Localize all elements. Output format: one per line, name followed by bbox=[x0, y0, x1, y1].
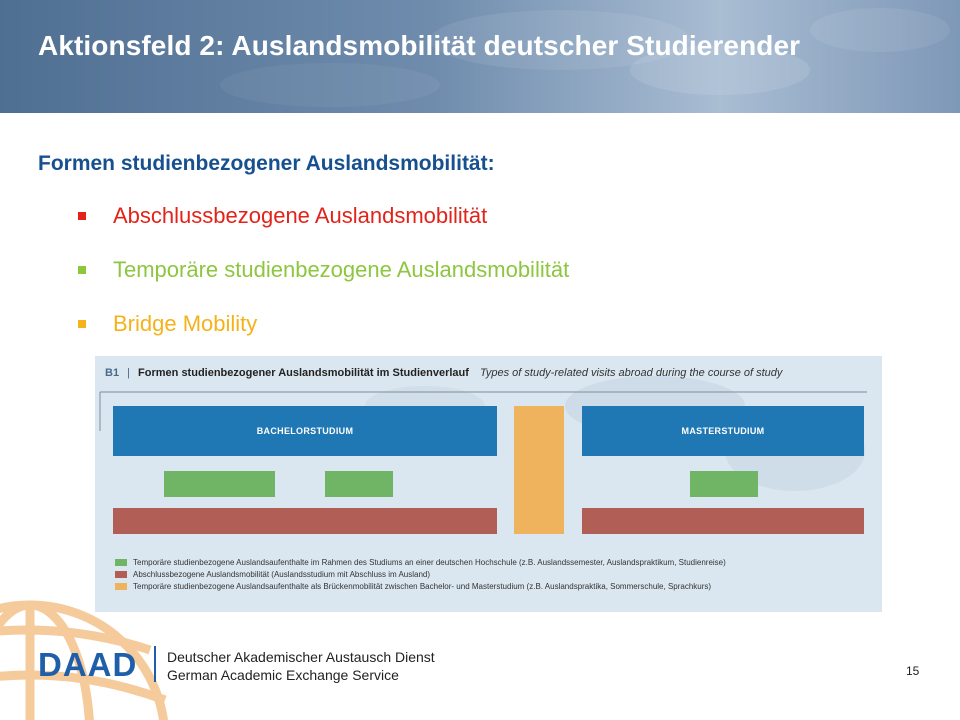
slide-header bbox=[0, 0, 960, 113]
bachelor-study-bar: BACHELORSTUDIUM bbox=[113, 406, 497, 456]
bullet-text: Temporäre studienbezogene Auslandsmobilität bbox=[113, 257, 570, 282]
degree-mobility-bar-bachelor bbox=[113, 508, 497, 534]
bullet-square-icon bbox=[78, 320, 86, 328]
organization-name-de: Deutscher Akademischer Austausch Dienst bbox=[167, 649, 435, 665]
legend-text: Abschlussbezogene Auslandsmobilität (Auslandsstudium mit Abschluss im Ausland) bbox=[133, 569, 431, 579]
bullet-text: Abschlussbezogene Auslandsmobilität bbox=[113, 203, 488, 228]
bullet-square-icon bbox=[78, 266, 86, 274]
diagram-code: B1 bbox=[105, 367, 120, 379]
diagram-title-en: Types of study-related visits abroad during the course of study bbox=[479, 367, 783, 379]
bullet-item-degree-mobility bbox=[78, 203, 569, 257]
temporary-mobility-block bbox=[690, 471, 758, 497]
mobility-diagram bbox=[95, 356, 882, 612]
temporary-mobility-block bbox=[164, 471, 275, 497]
legend-text: Temporäre studienbezogene Auslandsaufenthalte im Rahmen des Studiums an einer deutschen Hochschule (z.B. Auslandssemester, Auslandspraktikum, Studienreise) bbox=[133, 557, 726, 567]
legend-swatch bbox=[115, 559, 127, 566]
legend-swatch bbox=[115, 583, 127, 590]
bullet-text: Bridge Mobility bbox=[113, 311, 258, 336]
diagram-legend bbox=[115, 556, 726, 592]
legend-item-temporary bbox=[115, 556, 726, 568]
legend-item-degree bbox=[115, 568, 726, 580]
bullet-item-temporary-mobility bbox=[78, 257, 569, 311]
bridge-mobility-bar bbox=[514, 406, 564, 534]
daad-logo: DAAD bbox=[38, 646, 138, 683]
bullet-square-icon bbox=[78, 212, 86, 220]
diagram-title-de: Formen studienbezogener Auslandsmobilität im Studienverlauf bbox=[138, 367, 469, 379]
slide-title: Aktionsfeld 2: Auslandsmobilität deutscher Studierender bbox=[38, 30, 801, 61]
organization-name bbox=[167, 648, 435, 684]
legend-swatch bbox=[115, 571, 127, 578]
slide-subtitle: Formen studienbezogener Auslandsmobilität: bbox=[38, 152, 495, 175]
diagram-title: B1 | Formen studienbezogener Auslandsmobilität im Studienverlauf Types of study-related visits abroad during the course of study bbox=[105, 367, 783, 379]
bullet-list bbox=[78, 203, 569, 365]
degree-mobility-bar-master bbox=[582, 508, 864, 534]
temporary-mobility-block bbox=[325, 471, 393, 497]
logo-divider bbox=[154, 646, 156, 682]
master-study-bar: MASTERSTUDIUM bbox=[582, 406, 864, 456]
page-number: 15 bbox=[906, 664, 920, 678]
organization-name-en: German Academic Exchange Service bbox=[167, 667, 399, 683]
legend-text: Temporäre studienbezogene Auslandsaufenthalte als Brückenmobilität zwischen Bachelor- und Masterstudium (z.B. Auslandspraktika, Sommerschule, Sprachkurs) bbox=[133, 581, 712, 591]
